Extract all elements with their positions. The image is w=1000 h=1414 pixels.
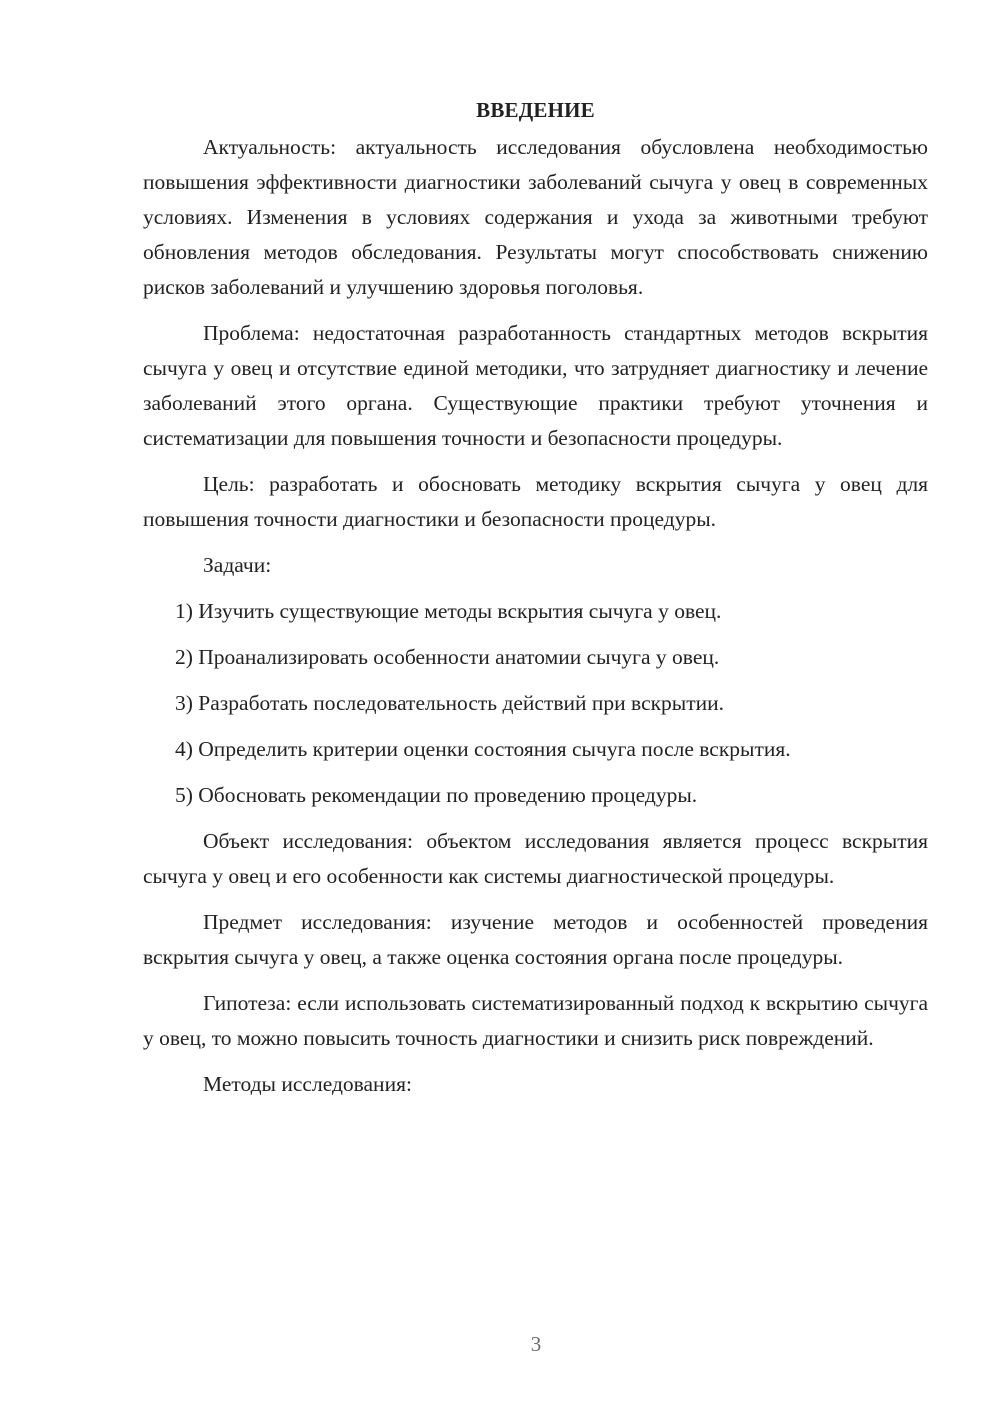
- paragraph-problem: Проблема: недостаточная разработанность стандартных методов вскрытия сычуга у овец и отсутствие единой методики, что затрудняет диагностику и лечение заболеваний этого органа. Существующие практики требуют уточнения и систематизации для повышения точности и безопасности процедуры.: [143, 321, 928, 450]
- page-number: 3: [530, 1332, 542, 1356]
- page-content: [143, 94, 928, 1102]
- paragraph-subject: Предмет исследования: изучение методов и особенностей проведения вскрытия сычуга у овец, а также оценка состояния органа после процедуры.: [143, 910, 928, 969]
- task-item-1: 1) Изучить существующие методы вскрытия сычуга у овец.: [175, 599, 722, 623]
- task-item-2: 2) Проанализировать особенности анатомии сычуга у овец.: [175, 645, 720, 669]
- paragraph-hypothesis: Гипотеза: если использовать систематизированный подход к вскрытию сычуга у овец, то можно повысить точность диагностики и снизить риск повреждений.: [143, 991, 928, 1050]
- section-title: ВВЕДЕНИЕ: [476, 98, 595, 122]
- paragraph-relevance: Актуальность: актуальность исследования обусловлена необходимостью повышения эффективности диагностики заболеваний сычуга у овец в современных условиях. Изменения в условиях содержания и ухода за животными требуют обновления методов обследования. Результаты могут способствовать снижению рисков заболеваний и улучшению здоровья поголовья.: [143, 135, 928, 299]
- tasks-label: Задачи:: [203, 553, 272, 577]
- task-item-4: 4) Определить критерии оценки состояния сычуга после вскрытия.: [175, 737, 791, 761]
- task-item-3: 3) Разработать последовательность действий при вскрытии.: [175, 691, 725, 715]
- paragraph-methods: Методы исследования:: [203, 1072, 412, 1096]
- paragraph-object: Объект исследования: объектом исследования является процесс вскрытия сычуга у овец и его особенности как системы диагностической процедуры.: [143, 829, 928, 888]
- task-item-5: 5) Обосновать рекомендации по проведению процедуры.: [175, 783, 698, 807]
- paragraph-goal: Цель: разработать и обосновать методику вскрытия сычуга у овец для повышения точности диагностики и безопасности процедуры.: [143, 472, 928, 531]
